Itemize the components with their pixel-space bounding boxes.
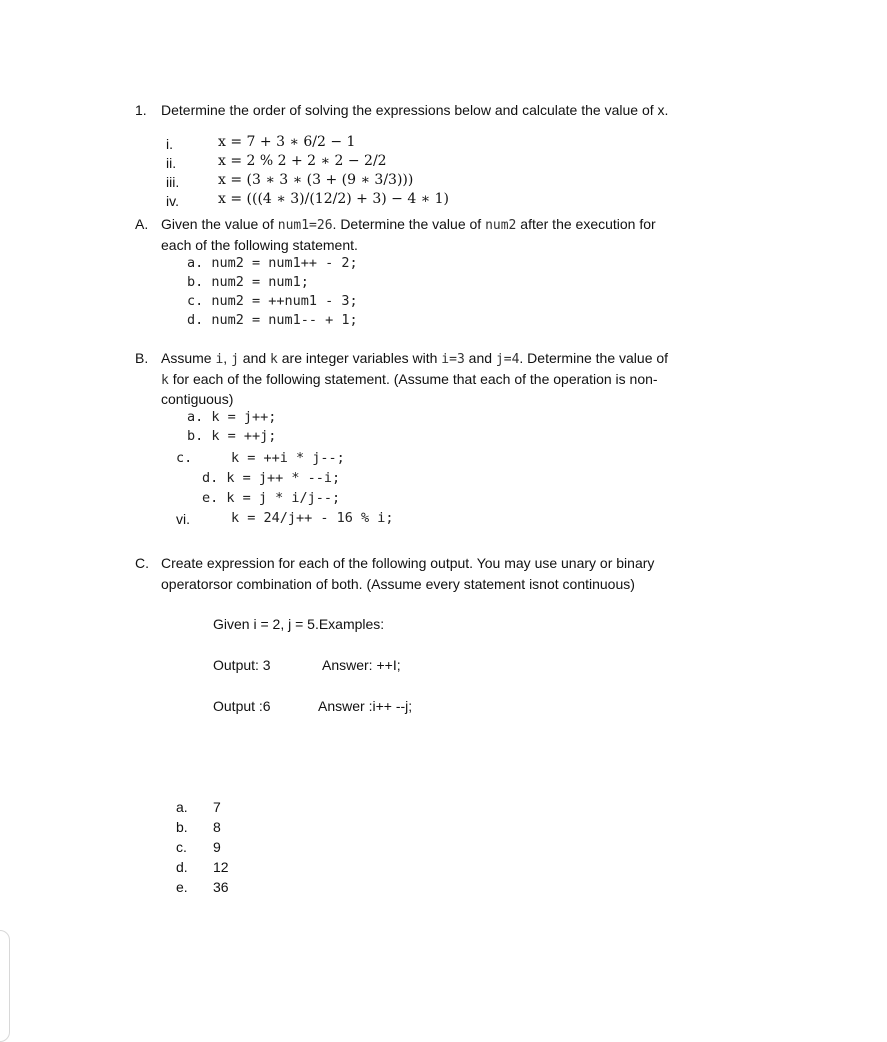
qc-given: Given i = 2, j = 5.Examples:: [213, 616, 385, 632]
qa-code-a: a. num2 = num1++ - 2;: [187, 255, 358, 271]
q1-text: Determine the order of solving the expressions below and calculate the value of x.: [161, 102, 669, 118]
q1-item-label-iv: iv.: [166, 193, 179, 209]
qc-example2-answer: Answer :i++ --j;: [318, 698, 413, 714]
qa-code-c: c. num2 = ++num1 - 3;: [187, 293, 358, 309]
qb-line3: contiguous): [161, 391, 234, 407]
qc-item-value-e: 36: [213, 879, 229, 895]
qb-code-vi: k = 24/j++ - 16 % i;: [231, 510, 394, 526]
qb-letter: B.: [135, 350, 149, 366]
qc-item-value-b: 8: [213, 819, 221, 835]
page-edge-handle: [0, 930, 10, 1042]
qc-item-label-b: b.: [176, 819, 188, 835]
q1-expression-i: x = 7 + 3 ∗ 6/2 − 1: [218, 134, 356, 150]
qb-code-a: a. k = j++;: [187, 409, 277, 425]
q1-expression-iv: x = (((4 ∗ 3)/(12/2) + 3) − 4 ∗ 1): [218, 191, 450, 207]
qc-item-label-c: c.: [176, 839, 187, 855]
qc-item-label-a: a.: [176, 799, 188, 815]
qa-line2: each of the following statement.: [161, 237, 358, 253]
qc-item-value-c: 9: [213, 839, 221, 855]
qc-item-label-d: d.: [176, 859, 188, 875]
qb-label-vi: vi.: [176, 511, 190, 527]
qb-code-d: d. k = j++ * --i;: [202, 470, 341, 486]
q1-item-label-iii: iii.: [166, 174, 180, 190]
qc-example1-answer: Answer: ++I;: [322, 657, 401, 673]
qc-example1-output: Output: 3: [213, 657, 271, 673]
q1-expression-ii: x = 2 % 2 + 2 ∗ 2 − 2/2: [218, 153, 387, 169]
qc-line2: operatorsor combination of both. (Assume every statement isnot continuous): [161, 576, 635, 592]
qc-item-value-d: 12: [213, 859, 229, 875]
qb-code-c: k = ++i * j--;: [231, 450, 345, 466]
qb-code-e: e. k = j * i/j--;: [202, 490, 341, 506]
qa-line1: Given the value of num1=26. Determine the value of num2 after the execution for: [161, 216, 656, 233]
q1-expression-iii: x = (3 ∗ 3 ∗ (3 + (9 ∗ 3/3))): [218, 172, 414, 188]
qc-letter: C.: [135, 555, 149, 571]
qa-code-b: b. num2 = num1;: [187, 274, 309, 290]
qc-item-value-a: 7: [213, 799, 221, 815]
qa-code-d: d. num2 = num1-- + 1;: [187, 312, 358, 328]
qa-letter: A.: [135, 216, 149, 232]
q1-item-label-ii: ii.: [166, 155, 177, 171]
qc-example2-output: Output :6: [213, 698, 271, 714]
qc-item-label-e: e.: [176, 879, 188, 895]
q1-number: 1.: [135, 102, 147, 118]
q1-item-label-i: i.: [166, 136, 173, 152]
qc-line1: Create expression for each of the following output. You may use unary or binary: [161, 555, 655, 571]
qb-line1: Assume i, j and k are integer variables with i=3 and j=4. Determine the value of: [161, 350, 669, 367]
qb-line2: k for each of the following statement. (Assume that each of the operation is non-: [161, 371, 658, 388]
qb-code-b: b. k = ++j;: [187, 428, 277, 444]
qb-label-c: c.: [176, 450, 193, 466]
